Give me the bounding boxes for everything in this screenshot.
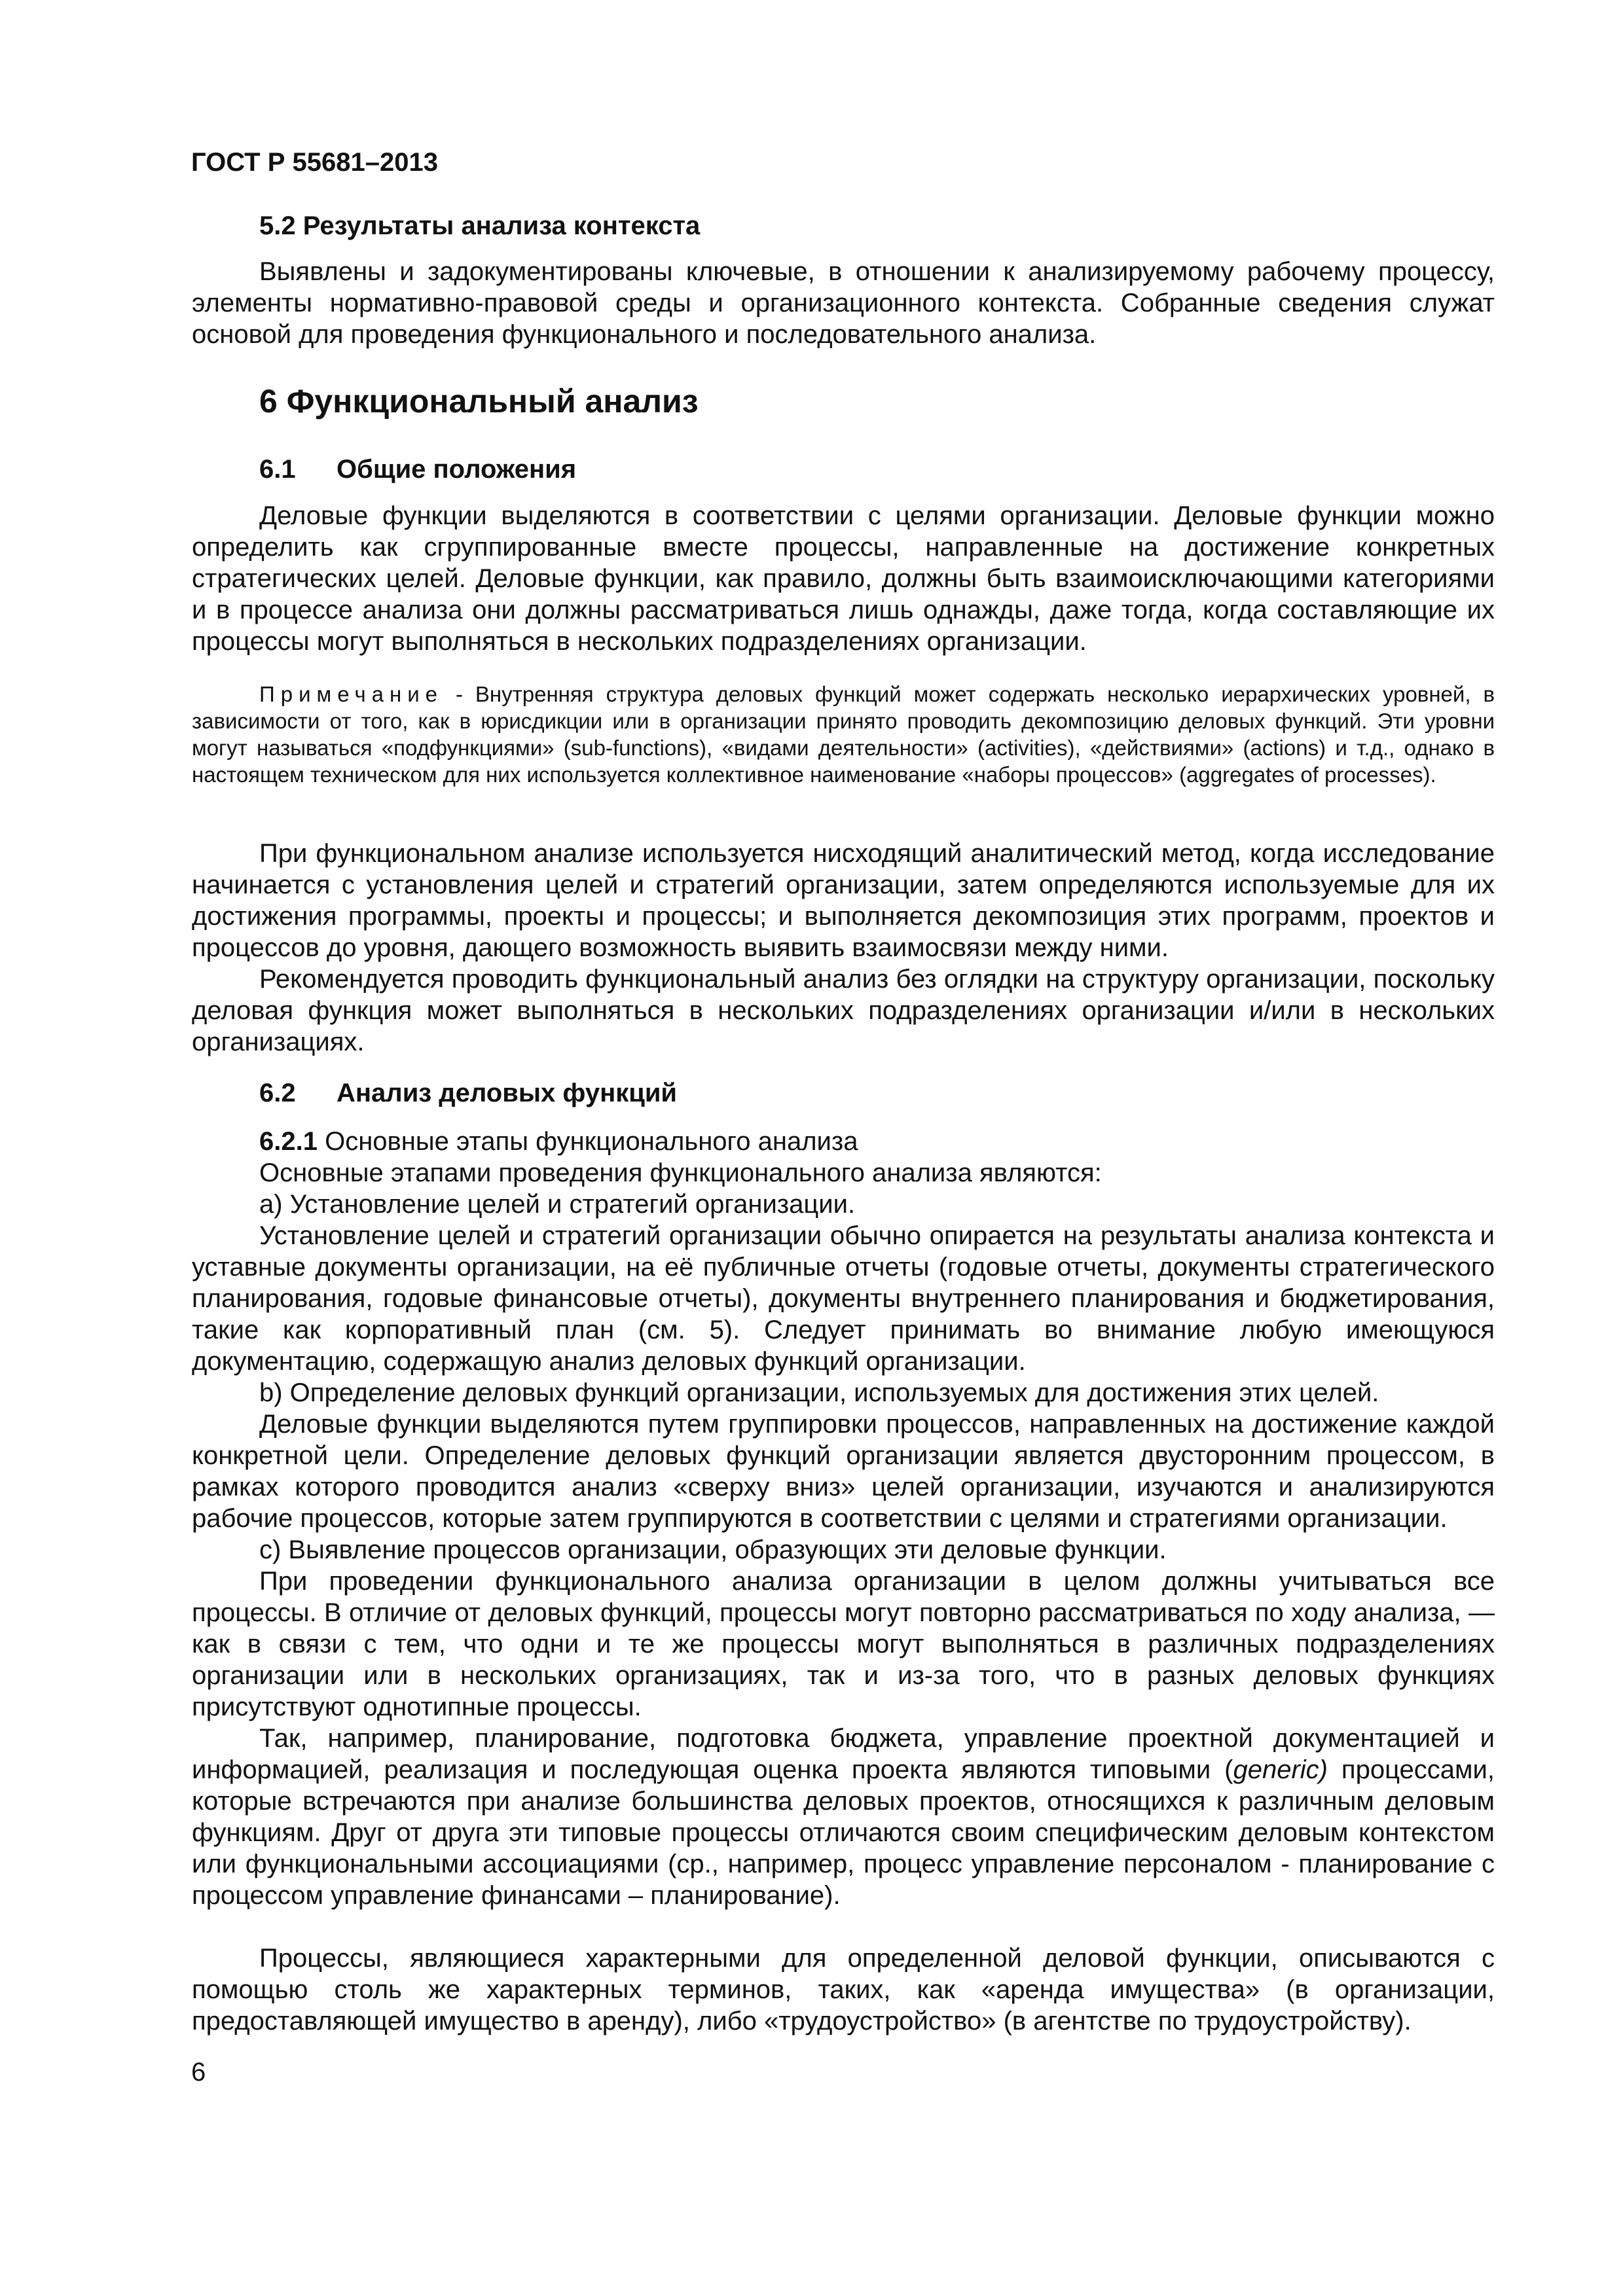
stage-c-heading: c) Выявление процессов организации, образующих эти деловые функции. (259, 1535, 1167, 1564)
section-5-2-title: 5.2 Результаты анализа контекста (259, 211, 701, 240)
stages-intro: Основные этапами проведения функционального анализа являются: (259, 1158, 1102, 1187)
section-6-1-heading (259, 453, 576, 486)
stage-a-heading: a) Установление целей и стратегий организации. (259, 1190, 856, 1219)
stage-c-text: При проведении функционального анализа организации в целом должны учитываться все процессы. В отличие от деловых функций, процессы могут повторно рассматриваться по ходу анализа, — как в связи с тем, что одни и те же процессы могут выполняться в различных подразделениях организации или в нескольких организациях, так и из-за того, что в разных деловых функциях присутствуют однотипные процессы. (192, 1567, 1495, 1721)
section-6-2-heading (259, 1077, 677, 1109)
stage-b-text: Деловые функции выделяются путем группировки процессов, направленных на достижение каждой конкретной цели. Определение деловых функций организации является двусторонним процессом, в рамках которого проводится анализ «сверху вниз» целей организации, изучаются и анализируются рабочие процессов, которые затем группируются в соответствии с целями и стратегиями организации. (192, 1410, 1495, 1533)
section-6-title: 6 Функциональный анализ (259, 383, 699, 420)
section-6-1-number: 6.1 (259, 455, 296, 484)
final-paragraph: Процессы, являющиеся характерными для определенной деловой функции, описываются с помощью столь же характерных терминов, таких, как «аренда имущества» (в организации, предоставляющей имущество в аренду), либо «трудоустройство» (в агентстве по трудоустройству). (192, 1944, 1495, 2036)
section-6-2-number: 6.2 (259, 1079, 296, 1107)
stage-a-text: Установление целей и стратегий организации обычно опирается на результаты анализа контекста и уставные документы организации, на её публичные отчеты (годовые отчеты, документы стратегического планирования, годовые финансовые отчеты), документы внутреннего планирования и бюджетирования, такие как корпоративный план (см. 5). Следует принимать во внимание любую имеющуюся документацию, содержащую анализ деловых функций организации. (192, 1221, 1495, 1376)
stage-b-heading: b) Определение деловых функций организации, используемых для достижения этих целей. (259, 1378, 1379, 1407)
section-5-2-text: Выявлены и задокументированы ключевые, в отношении к анализируемому рабочему процессу, элементы нормативно-правовой среды и организационного контекста. Собранные сведения служат основой для проведения функционального и последовательного анализа. (192, 257, 1495, 349)
example-paragraph (192, 1723, 1495, 1911)
note-block (192, 681, 1495, 788)
section-6-2-title: Анализ деловых функций (337, 1079, 678, 1107)
section-6-1-paragraph-3: Рекомендуется проводить функциональный анализ без оглядки на структуру организации, поскольку деловая функция может выполняться в нескольких подразделениях организации и/или в нескольких организациях. (192, 965, 1495, 1056)
section-6-1-paragraph-1: Деловые функции выделяются в соответствии с целями организации. Деловые функции можно определить как сгруппированные вместе процессы, направленные на достижение конкретных стратегических целей. Деловые функции, как правило, должны быть взаимоисключающими категориями и в процессе анализа они должны рассматриваться лишь однажды, даже тогда, когда составляющие их процессы могут выполняться в нескольких подразделениях организации. (192, 501, 1495, 656)
example-text-1: Так, например, планирование, подготовка бюджета, управление проектной документацией и информацией, реализация и последующая оценка проекта являются типовыми ( (192, 1724, 1495, 1784)
section-6-1-title: Общие положения (337, 455, 577, 484)
page-number: 6 (191, 2058, 206, 2087)
note-text: - Внутренняя структура деловых функций может содержать несколько иерархических уровней, в зависимости от того, как в юрисдикции или в организации принято проводить декомпозицию деловых функций. Эти уровни могут называться «подфункциями» (sub-functions), «видами деятельности» (activities), «действиями» (actions) и т.д., однако в настоящем техническом для них используется коллективное наименование «наборы процессов» (aggregates of processes). (192, 682, 1495, 787)
section-6-2-1-title: Основные этапы функционального анализа (317, 1127, 858, 1156)
document-header: ГОСТ Р 55681–2013 (191, 148, 438, 177)
note-label: Примечание (259, 682, 444, 706)
section-6-2-1-heading (192, 1126, 1495, 1157)
section-6-2-1-number: 6.2.1 (259, 1127, 318, 1156)
example-text-2: процессами, которые встречаются при анализе большинства деловых проектов, относящихся к различным деловым функциям. Друг от друга эти типовые процессы отличаются своим специфическим деловым контекстом или функциональными ассоциациями (ср., например, процесс управление персоналом - планирование с процессом управление финансами – планирование). (192, 1755, 1495, 1910)
section-6-1-paragraph-2: При функциональном анализе используется нисходящий аналитический метод, когда исследование начинается с установления целей и стратегий организации, затем определяются используемые для их достижения программы, проекты и процессы; и выполняется декомпозиция этих программ, проектов и процессов до уровня, дающего возможность выявить взаимосвязи между ними. (192, 839, 1495, 962)
example-generic-term: generic) (1233, 1755, 1328, 1784)
